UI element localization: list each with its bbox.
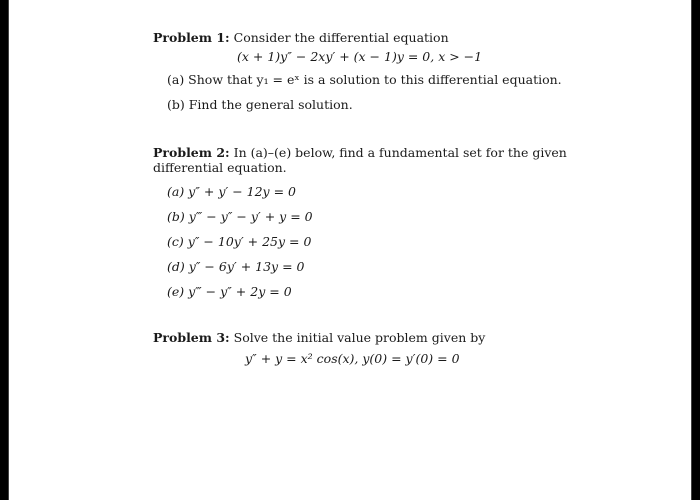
problem-1-part-a: (a) Show that y₁ = eˣ is a solution to this differential equation. [167, 72, 562, 87]
problem-2-part-b: (b) y‴ − y″ − y′ + y = 0 [167, 209, 313, 224]
problem-2-intro-line-1: In (a)–(e) below, find a fundamental set for the given [233, 145, 567, 160]
problem-3-intro: Solve the initial value problem given by [233, 330, 486, 345]
problem-2-part-a: (a) y″ + y′ − 12y = 0 [167, 184, 296, 199]
problem-3-statement [153, 330, 485, 346]
problem-2-intro-line-2: differential equation. [153, 160, 287, 175]
document-page [8, 0, 692, 500]
problem-set [9, 0, 693, 500]
problem-1-part-b: (b) Find the general solution. [167, 97, 353, 112]
problem-1-heading: Problem 1: [153, 30, 230, 45]
problem-2-part-e: (e) y‴ − y″ + 2y = 0 [167, 284, 292, 299]
problem-3-heading: Problem 3: [153, 330, 230, 345]
problem-2-statement [153, 145, 567, 161]
problem-2-part-d: (d) y″ − 6y′ + 13y = 0 [167, 259, 305, 274]
problem-1-intro: Consider the differential equation [233, 30, 449, 45]
problem-2-part-c: (c) y″ − 10y′ + 25y = 0 [167, 234, 312, 249]
problem-1-statement [153, 30, 449, 46]
problem-3-equation: y″ + y = x² cos(x), y(0) = y′(0) = 0 [245, 351, 460, 366]
problem-1-equation: (x + 1)y″ − 2xy′ + (x − 1)y = 0, x > −1 [237, 49, 483, 64]
problem-2-heading: Problem 2: [153, 145, 230, 160]
